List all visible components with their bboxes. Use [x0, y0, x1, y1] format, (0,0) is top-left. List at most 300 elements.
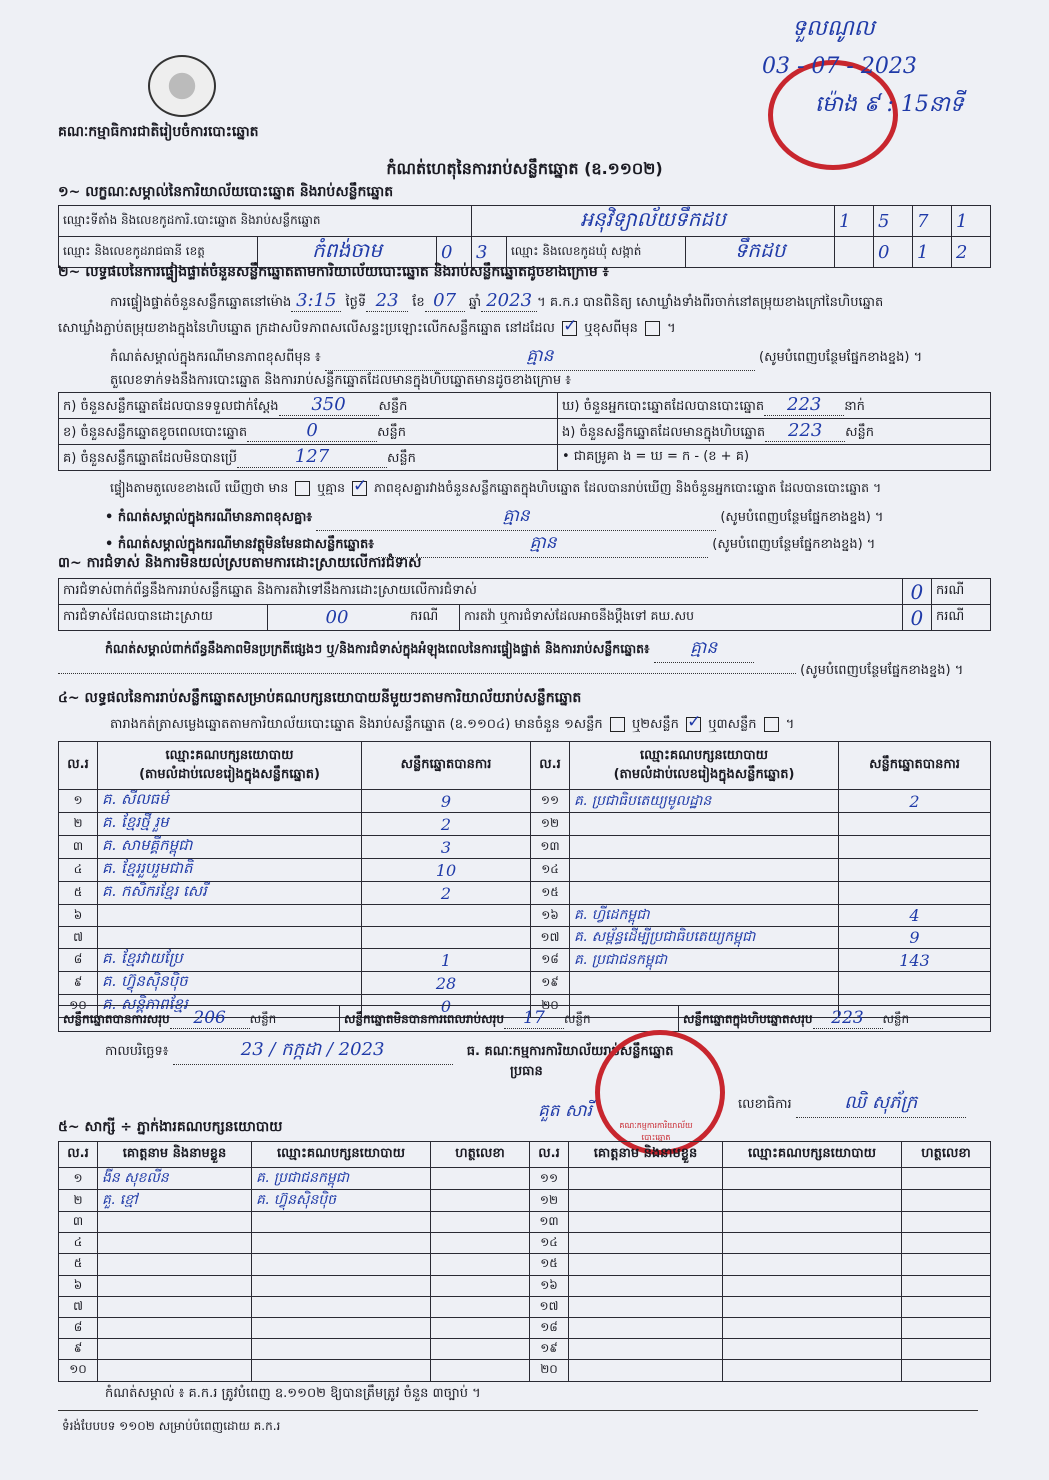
- one-sheet-checkbox[interactable]: [610, 717, 625, 732]
- result-party: គ. ប្រជាជនកម្ពុជា: [570, 949, 839, 972]
- result-no: ១៦: [531, 905, 570, 927]
- result-votes: 10: [362, 859, 531, 882]
- complaints-label: ការជំទាស់ពាក់ព័ន្ធនឹងការរាប់សន្លឹកឆ្នោត និងការតវ៉ាទៅនឹងការដោះស្រាយលើការជំទាស់: [59, 579, 903, 605]
- witness-party: [723, 1317, 902, 1338]
- location-code-2: 5: [874, 206, 913, 237]
- witness-signature: [431, 1233, 530, 1254]
- figure-label-e: ង) ចំនួនសន្លឹកឆ្នោតដែលមានក្នុងហិបឆ្នោត: [562, 425, 766, 440]
- result-votes: [839, 813, 991, 836]
- tally-intro-text: តារាងកត់ត្រាសម្លេងឆ្នោតតាមការិយាល័យបោះឆ្នោត និងរាប់សន្លឹកឆ្នោត (ឧ.១១០៤) មានចំនួន ១សន្លឹក: [110, 717, 603, 732]
- col-party-label: ឈ្មោះគណបក្សនយោបាយ: [165, 747, 294, 763]
- col-votes-2: សន្លឹកឆ្នោតបានការ: [839, 742, 991, 790]
- witness-signature: [902, 1296, 991, 1317]
- result-party: គ. សីលធម៌: [98, 790, 362, 813]
- witness-party: [723, 1168, 902, 1190]
- result-no: ១៧: [531, 927, 570, 949]
- figure-value-a: 350: [279, 394, 379, 416]
- box-total-cell: [679, 1006, 991, 1032]
- figure-unit-e: សន្លឹក: [845, 425, 875, 440]
- witness-party: [252, 1339, 431, 1360]
- result-no: ៥: [59, 882, 98, 905]
- witness-party: [252, 1233, 431, 1254]
- resolved-label: ការជំទាស់ដែលបានដោះស្រាយ: [59, 605, 268, 631]
- result-no: ៦: [59, 905, 98, 927]
- figure-row: [59, 393, 991, 419]
- result-row: [59, 859, 991, 882]
- difference-note-hint: (សូមបំពេញបន្ថែមផ្នែកខាងខ្នង) ។: [759, 350, 923, 365]
- result-no: ១៣: [531, 836, 570, 859]
- secretary-signature: ឈិ សុភ័ក្រ: [796, 1090, 966, 1118]
- result-row: [59, 882, 991, 905]
- result-votes: 2: [839, 790, 991, 813]
- witness-signature: [902, 1275, 991, 1296]
- result-party: [570, 836, 839, 859]
- witness-signature: [431, 1360, 530, 1381]
- w-col-sign: ហត្ថលេខា: [431, 1142, 530, 1168]
- result-party: [570, 972, 839, 995]
- result-no: ៩: [59, 972, 98, 995]
- org-name: គណៈកម្មាធិការជាតិរៀបចំការបោះឆ្នោត: [58, 124, 259, 140]
- witness-name: [98, 1275, 252, 1296]
- compare-text-b: ឬគ្មាន: [317, 480, 346, 495]
- figure-label-c: គ) ចំនួនសន្លឹកឆ្នោតដែលមិនបានប្រើ: [63, 451, 237, 466]
- figure-row: [59, 419, 991, 445]
- verify-time: 3:15: [291, 290, 341, 312]
- verify-line-1: [110, 290, 883, 313]
- difference-note-label: កំណត់សម្គាល់ក្នុងករណីមានភាពខុសពីមុន ៖: [110, 350, 321, 365]
- totals-table: [58, 1005, 991, 1032]
- figure-value-e: 223: [765, 420, 845, 442]
- witness-party: [252, 1360, 431, 1381]
- witness-signature: [431, 1317, 530, 1338]
- result-votes: 2: [362, 813, 531, 836]
- result-party: [98, 927, 362, 949]
- figure-value-d: 223: [764, 394, 844, 416]
- witness-name: [98, 1296, 252, 1317]
- complaints-value: 0: [902, 579, 931, 605]
- figure-unit-c: សន្លឹក: [387, 451, 416, 466]
- secretary-label: លេខាធិការ: [738, 1097, 792, 1112]
- valid-total-value: 206: [170, 1008, 250, 1029]
- figure-label-d: ឃ) ចំនួនអ្នកបោះឆ្នោតដែលបានបោះឆ្នោត: [562, 399, 765, 414]
- bullet-1-label: • កំណត់សម្គាល់ក្នុងករណីមានភាពខុសគ្នា៖: [105, 510, 313, 525]
- box-total-value: 223: [813, 1008, 883, 1029]
- invalid-total-unit: សន្លឹក: [563, 1012, 591, 1026]
- witness-row: [59, 1190, 991, 1212]
- result-party: គ. សាមគ្គីកម្ពុជា: [98, 836, 362, 859]
- witness-name: គួ. ខ្មៅ: [98, 1190, 252, 1212]
- valid-total-cell: [59, 1006, 340, 1032]
- result-row: [59, 972, 991, 995]
- witness-row: [59, 1168, 991, 1190]
- result-no: ១៨: [531, 949, 570, 972]
- w-col-name: គោត្តនាម និងនាមខ្លួន: [98, 1142, 252, 1168]
- figure-label-b: ខ) ចំនួនសន្លឹកឆ្នោតខូចពេលបោះឆ្នោត: [63, 425, 248, 440]
- result-row: [59, 813, 991, 836]
- figure-value-b: 0: [247, 420, 377, 442]
- witness-no: ១៦: [530, 1275, 569, 1296]
- col-no-2: ល.រ: [531, 742, 570, 790]
- witness-name: [569, 1190, 723, 1212]
- date-line: [105, 1037, 673, 1065]
- witness-row: [59, 1360, 991, 1381]
- result-party: គ. ហ្វីដេកម្ពុជា: [570, 905, 839, 927]
- witness-no: ៥: [59, 1254, 98, 1275]
- result-votes: 9: [362, 790, 531, 813]
- witness-name: [569, 1254, 723, 1275]
- result-votes: [362, 927, 531, 949]
- compare-text: ផ្ទៀងតាមតួលេខខាងលើ ឃើញថា មាន: [110, 480, 289, 495]
- witness-no: ១៩: [530, 1339, 569, 1360]
- col-party-2: [570, 742, 839, 790]
- witness-no: ១៤: [530, 1233, 569, 1254]
- result-row: [59, 836, 991, 859]
- result-no: ១៤: [531, 859, 570, 882]
- result-no: ២: [59, 813, 98, 836]
- verify-text-a: ការផ្ទៀងផ្ទាត់ចំនួនសន្លឹកឆ្នោតនៅម៉ោង: [110, 295, 292, 310]
- witness-no: ១២: [530, 1190, 569, 1212]
- valid-total-label: សន្លឹកឆ្នោតបានការសរុប: [63, 1012, 170, 1026]
- col-party-sub: (តាមលំដាប់លេខរៀងក្នុងសន្លឹកឆ្នោត): [139, 766, 320, 782]
- committee-label: ធ. គណៈកម្មការការិយាល័យរាប់សន្លឹកឆ្នោត: [466, 1044, 674, 1059]
- section4-title: ៤~ លទ្ធផលនៃការរាប់សន្លឹកឆ្នោតសម្រាប់គណបក្សនយោបាយនីមួយៗតាមការិយាល័យរាប់សន្លឹកឆ្នោត: [58, 690, 582, 706]
- verify-text-c: ខែ: [412, 295, 425, 310]
- result-votes: [839, 836, 991, 859]
- witness-name: [569, 1275, 723, 1296]
- result-no: ១១: [531, 790, 570, 813]
- commune-code-blank: [835, 237, 874, 268]
- result-votes: 9: [839, 927, 991, 949]
- figures-table: [58, 392, 991, 471]
- appeal-label: ការតវ៉ា ឬការជំទាស់ដែលអាចនឹងប្តឹងទៅ គឃ.សប: [460, 605, 903, 631]
- appeal-unit: ករណី: [932, 605, 991, 631]
- result-no: ៤: [59, 859, 98, 882]
- section1-table: [58, 205, 991, 268]
- witness-no: ១៨: [530, 1317, 569, 1338]
- witness-party: [723, 1233, 902, 1254]
- verify-text-2b: ឬខុសពីមុន: [584, 321, 638, 336]
- result-no: ១០: [59, 995, 98, 1018]
- result-no: ២០: [531, 995, 570, 1018]
- resolved-value: 00: [268, 605, 407, 631]
- witness-no: ១៧: [530, 1296, 569, 1317]
- w-col-name-2: គោត្តនាម និងនាមខ្លួន: [569, 1142, 723, 1168]
- result-votes: [839, 972, 991, 995]
- tally-intro: [110, 716, 794, 735]
- two-sheet-checkbox[interactable]: [686, 717, 701, 732]
- invalid-total-label: សន្លឹកឆ្នោតមិនបានការពេលរាប់សរុប: [344, 1012, 504, 1026]
- result-votes: 143: [839, 949, 991, 972]
- witness-name: [569, 1339, 723, 1360]
- result-no: ១៥: [531, 882, 570, 905]
- irregularity-hint: (សូមបំពេញបន្ថែមផ្នែកខាងខ្នង) ។: [800, 663, 964, 678]
- result-no: ១៩: [531, 972, 570, 995]
- result-row: [59, 949, 991, 972]
- w-col-party: ឈ្មោះគណបក្សនយោបាយ: [252, 1142, 431, 1168]
- result-party: គ. សម្ព័ន្ធដើម្បីប្រជាធិបតេយ្យកម្ពុជា: [570, 927, 839, 949]
- witness-signature: [902, 1212, 991, 1233]
- witness-no: ៧: [59, 1296, 98, 1317]
- result-votes: 28: [362, 972, 531, 995]
- result-party: គ. ប្រជាធិបតេយ្យមូលដ្ឋាន: [570, 790, 839, 813]
- witness-name: [98, 1360, 252, 1381]
- province-code-1: 0: [437, 237, 472, 268]
- valid-total-unit: សន្លឹក: [249, 1012, 277, 1026]
- no-diff-checkbox[interactable]: [352, 481, 367, 496]
- bullet-1-value: គ្មាន: [316, 505, 716, 531]
- figure-right-cell: [558, 393, 991, 419]
- bullet-2-label: • កំណត់សម្គាល់ក្នុងករណីមានវត្ថុមិនមែនជាសន្លឹកឆ្នោត៖: [105, 537, 374, 552]
- location-code-1: 1: [835, 206, 874, 237]
- witness-party: [723, 1190, 902, 1212]
- section5-title: ៥~ សាក្សី ÷ ភ្នាក់ងារគណបក្សនយោបាយ: [58, 1119, 283, 1135]
- form-title: កំណត់ហេតុនៃការរាប់សន្លឹកឆ្នោត (ឧ.១១០២): [386, 159, 663, 178]
- witness-no: ៩: [59, 1339, 98, 1360]
- figure-value-c: 127: [237, 446, 387, 468]
- witness-row: [59, 1233, 991, 1254]
- bullet-1-hint: (សូមបំពេញបន្ថែមផ្នែកខាងខ្នង) ។: [720, 510, 884, 525]
- verify-text-2-end: ។: [667, 321, 676, 336]
- result-votes: 3: [362, 836, 531, 859]
- footer-note: កំណត់សម្គាល់ ៖ គ.ក.រ ត្រូវបំពេញ ឧ.១១០២ ឱ្យបានត្រឹមត្រូវ ចំនួន ៣ច្បាប់ ។: [105, 1386, 481, 1401]
- result-no: ៨: [59, 949, 98, 972]
- verify-year: 2023: [481, 290, 537, 312]
- witness-party: [252, 1275, 431, 1296]
- witness-name: ងីន សុខលីន: [98, 1168, 252, 1190]
- witness-row: [59, 1296, 991, 1317]
- tally-intro-b: ឬ២សន្លឹក: [631, 717, 679, 732]
- w-col-no-2: ល.រ: [530, 1142, 569, 1168]
- province-code-2: 3: [472, 237, 507, 268]
- w-col-sign-2: ហត្ថលេខា: [902, 1142, 991, 1168]
- witness-party: [252, 1317, 431, 1338]
- witness-no: ៣: [59, 1212, 98, 1233]
- witness-signature: [431, 1339, 530, 1360]
- witness-name: [569, 1233, 723, 1254]
- section1-title: ១~ លក្ខណៈសម្គាល់នៃការិយាល័យបោះឆ្នោត និងរាប់សន្លឹកឆ្នោត: [58, 184, 394, 200]
- witness-name: [98, 1233, 252, 1254]
- witness-row: [59, 1254, 991, 1275]
- figure-unit-b: សន្លឹក: [377, 425, 406, 440]
- witness-no: ១១: [530, 1168, 569, 1190]
- figure-right-cell: [558, 419, 991, 445]
- compare-line: [110, 480, 881, 499]
- witness-signature: [431, 1275, 530, 1296]
- witness-party: [252, 1254, 431, 1275]
- irregularity-note: [105, 637, 754, 663]
- witness-party: [723, 1275, 902, 1296]
- witness-party: គ. ប្រជាជនកម្ពុជា: [252, 1168, 431, 1190]
- result-party: [570, 882, 839, 905]
- irregularity-dots: [58, 673, 796, 674]
- witness-party: [723, 1339, 902, 1360]
- figures-intro: តួលេខទាក់ទងនឹងការបោះឆ្នោត និងការរាប់សន្លឹកឆ្នោតដែលមានក្នុងហិបឆ្នោតមានដូចខាងក្រោម ៖: [110, 373, 571, 388]
- verify-text-e: ។ គ.ក.រ បានពិនិត្យ សោឃ្លាំងទាំងពីរចាក់នៅតម្រុយខាងក្រៅនៃហិបឆ្នោត: [537, 295, 884, 310]
- commune-label: ឈ្មោះ និងលេខកូដឃុំ សង្កាត់: [507, 237, 686, 268]
- results-table: [58, 741, 991, 1018]
- compare-text-c: ភាពខុសគ្នារវាងចំនួនសន្លឹកឆ្នោតក្នុងហិបឆ្នោត ដែលបានរាប់ឃើញ និងចំនួនអ្នកបោះឆ្នោត ដែលបានបោះឆ្នោត ។: [374, 480, 882, 495]
- result-votes: 0: [362, 995, 531, 1018]
- col-party-sub-2: (តាមលំដាប់លេខរៀងក្នុងសន្លឹកឆ្នោត): [613, 766, 795, 782]
- witness-name: [98, 1212, 252, 1233]
- difference-note-value: គ្មាន: [325, 345, 755, 371]
- result-votes: [839, 859, 991, 882]
- witness-row: [59, 1212, 991, 1233]
- commune-code-2: 1: [913, 237, 952, 268]
- witness-no: ៦: [59, 1275, 98, 1296]
- witness-name: [569, 1360, 723, 1381]
- witness-table: [58, 1141, 991, 1382]
- figure-unit-a: សន្លឹក: [378, 399, 408, 414]
- witness-signature: [902, 1168, 991, 1190]
- bullet-2-hint: (សូមបំពេញបន្ថែមផ្នែកខាងខ្នង) ។: [712, 537, 876, 552]
- witness-party: [252, 1296, 431, 1317]
- result-party: [570, 859, 839, 882]
- witness-no: ១៥: [530, 1254, 569, 1275]
- witness-signature: [431, 1296, 530, 1317]
- witness-party: [252, 1212, 431, 1233]
- result-party: [98, 905, 362, 927]
- formula-text: • ជាគម្រូគា ង = ឃ = ក - (ខ + គ): [562, 449, 750, 464]
- witness-no: ១: [59, 1168, 98, 1190]
- witness-no: ៨: [59, 1317, 98, 1338]
- section3-title: ៣~ ការជំទាស់ និងការមិនយល់ស្របតាមការដោះស្រាយលើការជំទាស់: [58, 555, 422, 571]
- witness-party: [723, 1212, 902, 1233]
- witness-no: ១៣: [530, 1212, 569, 1233]
- invalid-total-cell: [340, 1006, 679, 1032]
- appeal-value: 0: [902, 605, 931, 631]
- witness-name: [569, 1317, 723, 1338]
- verify-line-2: [58, 320, 676, 339]
- witness-row: [59, 1339, 991, 1360]
- location-value: អនុវិទ្យាល័យទឹកដប: [472, 206, 835, 237]
- difference-note: [110, 345, 922, 371]
- result-party: គ. ខ្មែររួបរួមជាតិ: [98, 859, 362, 882]
- witness-no: ៤: [59, 1233, 98, 1254]
- nec-logo: [148, 55, 216, 117]
- location-code-3: 7: [913, 206, 952, 237]
- commune-code-1: 0: [874, 237, 913, 268]
- result-party: គ. ខ្មែរវាយប្រែ: [98, 949, 362, 972]
- result-votes: 1: [362, 949, 531, 972]
- different-checkbox[interactable]: [645, 321, 660, 336]
- col-party-label-2: ឈ្មោះគណបក្សនយោបាយ: [640, 747, 768, 763]
- result-row: [59, 905, 991, 927]
- witness-name: [98, 1339, 252, 1360]
- box-total-label: សន្លឹកឆ្នោតក្នុងហិបឆ្នោតសរុប: [683, 1012, 813, 1026]
- witness-party: [723, 1360, 902, 1381]
- verify-day: 23: [366, 290, 408, 312]
- witness-no: ២០: [530, 1360, 569, 1381]
- result-row: [59, 790, 991, 813]
- witness-signature: [431, 1168, 530, 1190]
- witness-signature: [902, 1233, 991, 1254]
- tally-intro-c: ឬ៣សន្លឹក: [708, 717, 757, 732]
- formula-cell: [558, 445, 991, 471]
- col-party: [98, 742, 362, 790]
- col-votes: សន្លឹកឆ្នោតបានការ: [362, 742, 531, 790]
- footer-form-id: ទំរង់បែបបទ ១១០២ សម្រាប់បំពេញដោយ គ.ក.រ: [62, 1419, 281, 1433]
- result-votes: [362, 905, 531, 927]
- result-no: ៣: [59, 836, 98, 859]
- witness-name: [569, 1168, 723, 1190]
- irregularity-value: គ្មាន: [654, 637, 754, 663]
- committee-stamp-text: គណៈកម្មការការិយាល័យបោះឆ្នោត: [619, 1121, 693, 1142]
- result-votes: 2: [362, 882, 531, 905]
- result-no: ១: [59, 790, 98, 813]
- chair-label: ប្រធាន: [510, 1064, 543, 1079]
- same-checkbox[interactable]: [562, 321, 577, 336]
- result-party: គ. ហ៊្វុនស៊ិនប៉ិច: [98, 972, 362, 995]
- secretary-line: [738, 1090, 966, 1118]
- witness-name: [98, 1254, 252, 1275]
- location-code-4: 1: [952, 206, 991, 237]
- province-label: ឈ្មោះ និងលេខកូដរាជធានី ខេត្ត: [59, 237, 258, 268]
- witness-no: ២: [59, 1190, 98, 1212]
- witness-signature: [902, 1317, 991, 1338]
- witness-name: [569, 1296, 723, 1317]
- witness-signature: [431, 1190, 530, 1212]
- figure-left-cell: [59, 445, 558, 471]
- witness-name: [569, 1212, 723, 1233]
- col-no: ល.រ: [59, 742, 98, 790]
- figure-row: [59, 445, 991, 471]
- location-label: ឈ្មោះទីតាំង និងលេខកូដការិ.បោះឆ្នោត និងរាប់សន្លឹកឆ្នោត: [59, 206, 472, 237]
- three-sheet-checkbox[interactable]: [764, 717, 779, 732]
- invalid-total-value: 17: [504, 1008, 564, 1029]
- commune-value: ទឹកដប: [686, 237, 835, 268]
- stamp-handwrite-1: ទួលណូល: [792, 16, 875, 41]
- province-value: កំពង់ចាម: [258, 237, 437, 268]
- w-col-party-2: ឈ្មោះគណបក្សនយោបាយ: [723, 1142, 902, 1168]
- result-no: ៧: [59, 927, 98, 949]
- witness-party: គ. ហ៊្វុនស៊ិនប៉ិច: [252, 1190, 431, 1212]
- complaints-unit: ករណី: [932, 579, 991, 605]
- resolved-unit: ករណី: [406, 605, 460, 631]
- witness-row: [59, 1317, 991, 1338]
- footer-divider: [58, 1410, 978, 1411]
- witness-signature: [431, 1212, 530, 1233]
- irregularity-label: កំណត់សម្គាល់ពាក់ព័ន្ធនឹងភាពមិនប្រក្រតីផ្សេងៗ ឬ/និងការជំទាស់ក្នុងអំឡុងពេលនៃការផ្ទៀងផ្ទាត់ និងការរាប់សន្លឹកឆ្នោត៖: [105, 641, 650, 656]
- figure-left-cell: [59, 393, 558, 419]
- witness-party: [723, 1296, 902, 1317]
- result-votes: 4: [839, 905, 991, 927]
- witness-name: [98, 1317, 252, 1338]
- section2-title: ២~ លទ្ធផលនៃការផ្ទៀងផ្ទាត់ចំនួនសន្លឹកឆ្នោតតាមការិយាល័យបោះឆ្នោត និងរាប់សន្លឹកឆ្នោតដូចខាងក្រោម ៖: [58, 264, 609, 280]
- witness-signature: [902, 1339, 991, 1360]
- witness-signature: [902, 1360, 991, 1381]
- witness-signature: [431, 1254, 530, 1275]
- result-party: គ. សន្តិភាពខ្មែរ: [98, 995, 362, 1018]
- date-value: 23 / កក្កដា / 2023: [173, 1037, 453, 1065]
- result-party: គ. ខ្មែរថ្មី រួម: [98, 813, 362, 836]
- result-party: [570, 813, 839, 836]
- has-diff-checkbox[interactable]: [295, 481, 310, 496]
- figure-unit-d: នាក់: [844, 399, 865, 414]
- result-party: គ. កសិករខ្មែរ សេរី: [98, 882, 362, 905]
- result-row: [59, 927, 991, 949]
- tally-intro-end: ។: [785, 717, 795, 732]
- stamp-time: ម៉ោង ៩ : 15នាទី: [815, 92, 964, 117]
- witness-row: [59, 1275, 991, 1296]
- bullet-1: [105, 505, 884, 531]
- verify-month: 07: [425, 290, 465, 312]
- bullet-2-value: គ្មាន: [378, 532, 708, 558]
- verify-text-b: ថ្ងៃទី: [345, 295, 367, 310]
- figure-label-a: ក) ចំនួនសន្លឹកឆ្នោតដែលបានទទួលជាក់ស្តែង: [63, 399, 279, 414]
- irregularity-line-2: [58, 662, 963, 681]
- verify-text-d: ឆ្នាំ: [468, 295, 482, 310]
